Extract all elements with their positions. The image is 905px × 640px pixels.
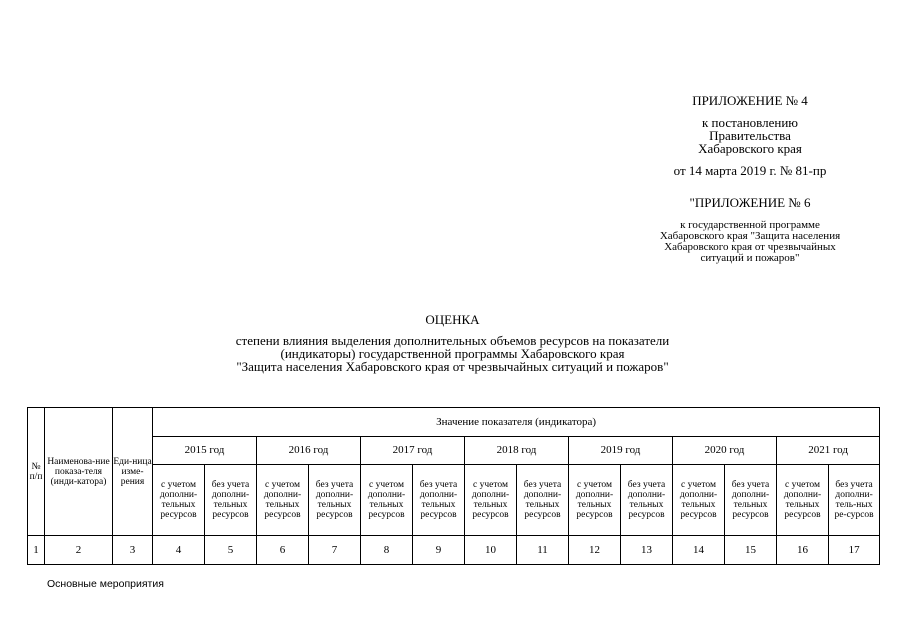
appendix6-line-2: Хабаровского края "Защита населения: [659, 230, 841, 242]
heading-line-3: "Защита населения Хабаровского края от чрезвычайных ситуаций и пожаров": [236, 359, 669, 374]
header-row-years: [28, 437, 880, 465]
column-number: 14: [673, 536, 725, 565]
document-title: ОЦЕНКА: [425, 312, 480, 327]
column-number: 12: [569, 536, 621, 565]
column-number: 13: [621, 536, 673, 565]
column-number: 11: [517, 536, 569, 565]
year-header: 2018 год: [465, 437, 569, 465]
column-number: 2: [45, 536, 113, 565]
year-header: 2017 год: [361, 437, 465, 465]
appendix6-line-3: Хабаровского края от чрезвычайных: [664, 241, 836, 253]
header-row-subcolumns: [28, 465, 880, 536]
column-number: 3: [113, 536, 153, 565]
column-number: 4: [153, 536, 205, 565]
subheader-without: без учета дополни-тельных ресурсов: [205, 465, 257, 536]
subheader-with: с учетом дополни-тельных ресурсов: [569, 465, 621, 536]
column-numbers-row: [28, 536, 880, 565]
heading-line-1: степени влияния выделения дополнительных объемов ресурсов на показатели: [235, 333, 670, 348]
appendix-line-3: Хабаровского края: [698, 141, 802, 156]
appendix6-line-1: к государственной программе: [680, 219, 820, 231]
appendix-date: от 14 марта 2019 г. № 81-пр: [673, 163, 827, 178]
column-number: 7: [309, 536, 361, 565]
col-header-name: Наименова-ние показа-теля (инди-катора): [45, 408, 113, 536]
column-number: 10: [465, 536, 517, 565]
column-number: 5: [205, 536, 257, 565]
appendix-title: ПРИЛОЖЕНИЕ № 4: [692, 93, 808, 108]
appendix6-line-4: ситуаций и пожаров": [700, 252, 800, 264]
year-header: 2020 год: [673, 437, 777, 465]
year-header: 2019 год: [569, 437, 673, 465]
subheader-with: с учетом дополни-тельных ресурсов: [257, 465, 309, 536]
subheader-without: без учета дополни-тельных ресурсов: [309, 465, 361, 536]
section-label: Основные мероприятия: [47, 578, 164, 590]
subheader-without: без учета дополни-тель-ных ре-сурсов: [829, 465, 880, 536]
subheader-with: с учетом дополни-тельных ресурсов: [673, 465, 725, 536]
value-header: Значение показателя (индикатора): [153, 408, 880, 437]
appendix-line-2: Правительства: [709, 128, 791, 143]
year-header: 2015 год: [153, 437, 257, 465]
column-number: 8: [361, 536, 413, 565]
column-number: 17: [829, 536, 880, 565]
appendix-line-1: к постановлению: [701, 115, 799, 130]
subheader-with: с учетом дополни-тельных ресурсов: [777, 465, 829, 536]
subheader-without: без учета дополни-тельных ресурсов: [725, 465, 777, 536]
year-header: 2016 год: [257, 437, 361, 465]
column-number: 16: [777, 536, 829, 565]
subheader-without: без учета дополни-тельных ресурсов: [413, 465, 465, 536]
column-number: 15: [725, 536, 777, 565]
column-number: 6: [257, 536, 309, 565]
subheader-without: без учета дополни-тельных ресурсов: [517, 465, 569, 536]
year-header: 2021 год: [777, 437, 880, 465]
subheader-with: с учетом дополни-тельных ресурсов: [153, 465, 205, 536]
column-number: 1: [28, 536, 45, 565]
indicator-table: [27, 407, 880, 565]
header-row-1: [28, 408, 880, 437]
subheader-with: с учетом дополни-тельных ресурсов: [465, 465, 517, 536]
col-header-unit: Еди-ница изме-рения: [113, 408, 153, 536]
heading-line-2: (индикаторы) государственной программы Хабаровского края: [280, 346, 625, 361]
appendix6-title: "ПРИЛОЖЕНИЕ № 6: [689, 195, 811, 210]
subheader-with: с учетом дополни-тельных ресурсов: [361, 465, 413, 536]
subheader-without: без учета дополни-тельных ресурсов: [621, 465, 673, 536]
column-number: 9: [413, 536, 465, 565]
col-header-number: № п/п: [28, 408, 45, 536]
